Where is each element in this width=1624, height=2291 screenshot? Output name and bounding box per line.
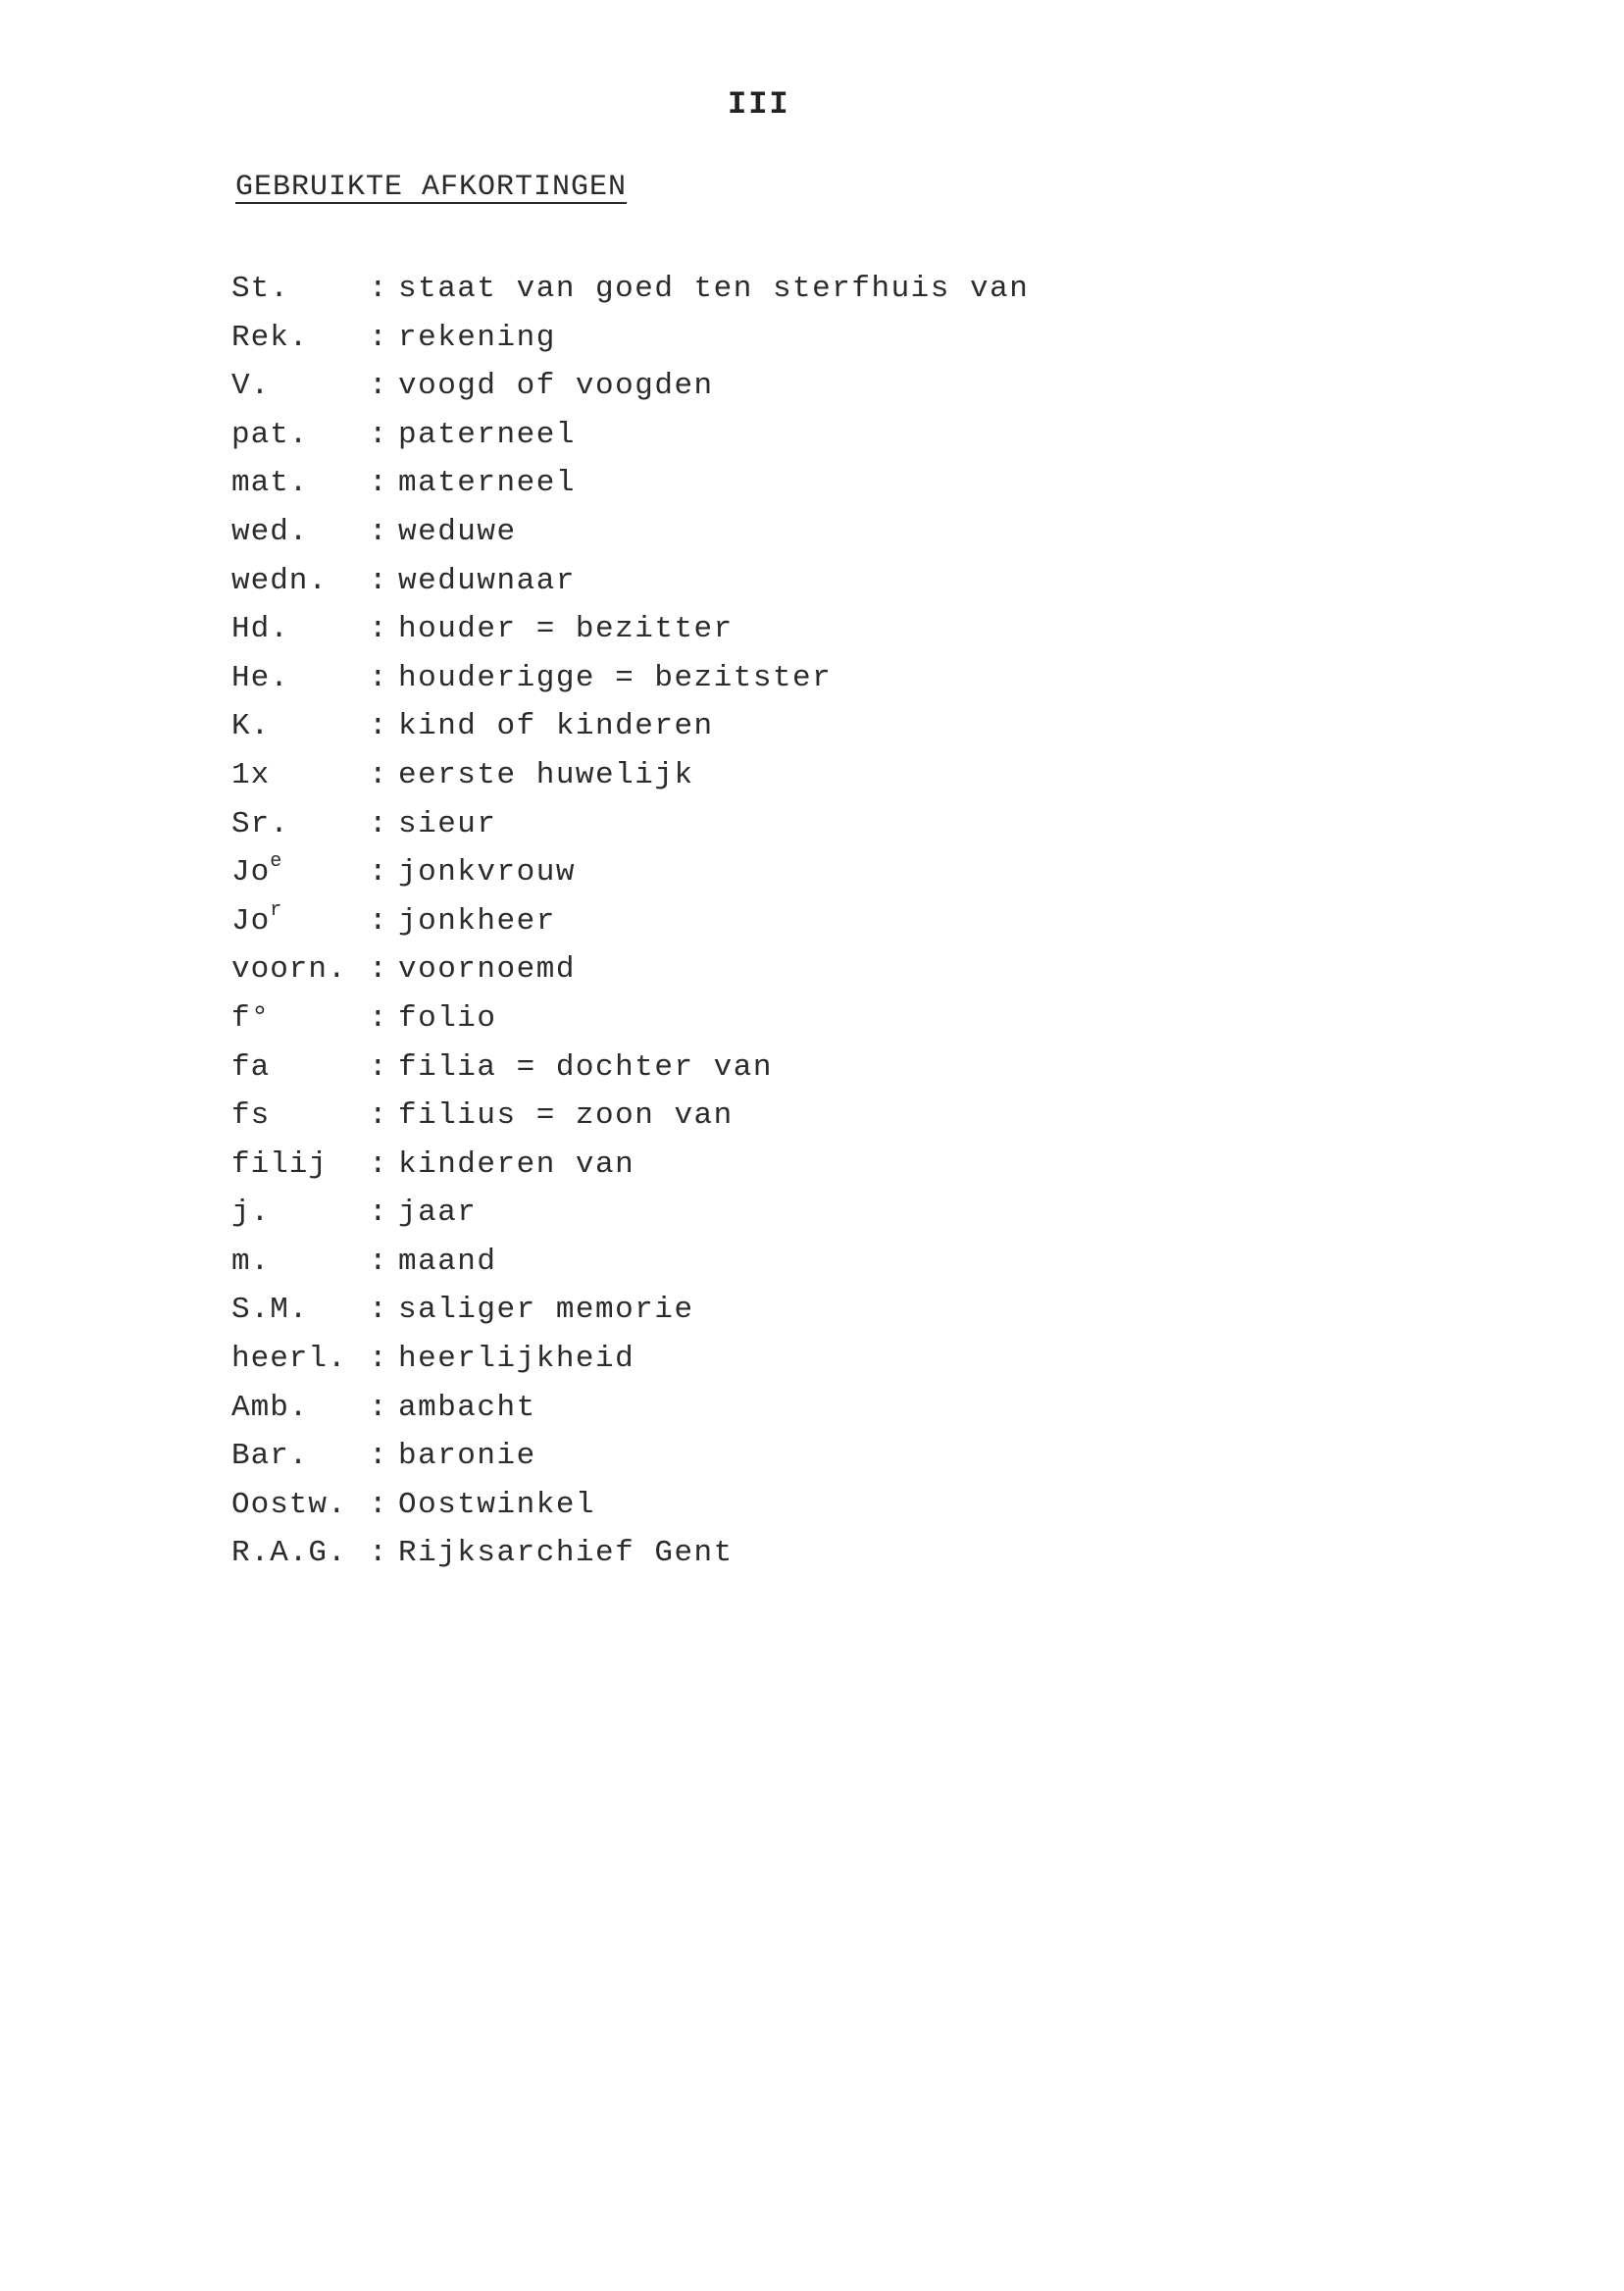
abbreviation-row xyxy=(231,411,1029,460)
abbreviation-text: filij xyxy=(231,1146,329,1182)
abbreviation-meaning: houder = bezitter xyxy=(398,612,734,647)
abbreviation-row xyxy=(231,654,1029,703)
separator-colon: : xyxy=(369,1390,387,1425)
abbreviation-text: K. xyxy=(231,709,271,744)
abbreviation-row xyxy=(231,1481,1029,1530)
separator-colon: : xyxy=(369,1536,387,1571)
abbreviation-term xyxy=(231,265,369,314)
abbreviation-text: wed. xyxy=(231,514,309,549)
abbreviation-meaning: kind of kinderen xyxy=(398,709,714,744)
abbreviation-term xyxy=(231,1335,369,1384)
abbreviation-meaning: Oostwinkel xyxy=(398,1487,596,1522)
abbreviation-row xyxy=(231,994,1029,1044)
abbreviation-meaning: houderigge = bezitster xyxy=(398,660,833,695)
abbreviation-text: Bar. xyxy=(231,1439,309,1474)
abbreviation-text: heerl. xyxy=(231,1342,347,1377)
abbreviation-row xyxy=(231,1189,1029,1238)
page-heading: GEBRUIKTE AFKORTINGEN xyxy=(235,171,628,204)
abbreviation-meaning: paterneel xyxy=(398,417,576,452)
separator-colon: : xyxy=(369,320,387,355)
abbreviation-row xyxy=(231,1092,1029,1141)
separator-colon: : xyxy=(369,514,387,549)
abbreviation-meaning: rekening xyxy=(398,320,556,355)
abbreviation-meaning: voogd of voogden xyxy=(398,369,714,404)
abbreviation-row xyxy=(231,1384,1029,1433)
separator-colon: : xyxy=(369,1049,387,1085)
separator-colon: : xyxy=(369,466,387,501)
abbreviation-row xyxy=(231,1141,1029,1190)
abbreviation-term xyxy=(231,459,369,508)
abbreviation-meaning: weduwnaar xyxy=(398,563,576,598)
separator-colon: : xyxy=(369,1196,387,1231)
abbreviation-meaning: jonkheer xyxy=(398,903,556,939)
abbreviation-term xyxy=(231,1189,369,1238)
abbreviation-term xyxy=(231,1432,369,1481)
abbreviation-term xyxy=(231,314,369,363)
abbreviation-row xyxy=(231,1044,1029,1093)
abbreviation-term xyxy=(231,1384,369,1433)
abbreviation-term xyxy=(231,1286,369,1335)
abbreviation-meaning: saliger memorie xyxy=(398,1293,694,1328)
abbreviation-text: Hd. xyxy=(231,612,289,647)
abbreviation-meaning: kinderen van xyxy=(398,1146,635,1182)
abbreviation-text: R.A.G. xyxy=(231,1536,347,1571)
separator-colon: : xyxy=(369,903,387,939)
abbreviation-meaning: jaar xyxy=(398,1196,478,1231)
separator-colon: : xyxy=(369,1487,387,1522)
abbreviation-meaning: folio xyxy=(398,1000,497,1036)
abbreviation-row xyxy=(231,751,1029,800)
abbreviation-text: m. xyxy=(231,1244,271,1279)
separator-colon: : xyxy=(369,272,387,306)
abbreviation-meaning: maand xyxy=(398,1244,497,1279)
abbreviation-text: S.M. xyxy=(231,1293,309,1328)
abbreviation-meaning: eerste huwelijk xyxy=(398,757,694,792)
abbreviation-term xyxy=(231,800,369,849)
separator-colon: : xyxy=(369,1098,387,1134)
abbreviation-text: pat. xyxy=(231,417,309,452)
abbreviation-term xyxy=(231,897,369,946)
separator-colon: : xyxy=(369,417,387,452)
page-number: III xyxy=(728,86,790,123)
abbreviation-row xyxy=(231,702,1029,751)
abbreviation-term xyxy=(231,848,369,897)
abbreviation-term xyxy=(231,1238,369,1287)
abbreviation-meaning: Rijksarchief Gent xyxy=(398,1536,734,1571)
abbreviation-row xyxy=(231,1529,1029,1578)
abbreviation-text: wedn. xyxy=(231,563,329,598)
separator-colon: : xyxy=(369,369,387,404)
abbreviation-superscript: r xyxy=(270,898,283,922)
abbreviation-text: Rek. xyxy=(231,320,309,355)
abbreviation-text: St. xyxy=(231,272,289,306)
separator-colon: : xyxy=(369,1000,387,1036)
separator-colon: : xyxy=(369,757,387,792)
abbreviation-row xyxy=(231,800,1029,849)
abbreviation-row xyxy=(231,362,1029,411)
separator-colon: : xyxy=(369,709,387,744)
abbreviation-meaning: voornoemd xyxy=(398,952,576,988)
abbreviation-text: fa xyxy=(231,1049,271,1085)
abbreviation-text: Oostw. xyxy=(231,1487,347,1522)
abbreviation-row xyxy=(231,1286,1029,1335)
abbreviation-row xyxy=(231,265,1029,314)
abbreviation-text: voorn. xyxy=(231,952,347,988)
abbreviation-term xyxy=(231,557,369,606)
abbreviation-text: V. xyxy=(231,369,271,404)
abbreviation-row xyxy=(231,459,1029,508)
abbreviation-text: Amb. xyxy=(231,1390,309,1425)
abbreviation-meaning: filius = zoon van xyxy=(398,1098,734,1134)
abbreviation-list xyxy=(231,265,1029,1578)
separator-colon: : xyxy=(369,806,387,841)
abbreviation-row xyxy=(231,508,1029,557)
abbreviation-meaning: baronie xyxy=(398,1439,536,1474)
abbreviation-meaning: staat van goed ten sterfhuis van xyxy=(398,272,1030,306)
separator-colon: : xyxy=(369,563,387,598)
abbreviation-term xyxy=(231,605,369,654)
abbreviation-meaning: weduwe xyxy=(398,514,517,549)
abbreviation-term xyxy=(231,1092,369,1141)
abbreviation-row xyxy=(231,1238,1029,1287)
abbreviation-text: f° xyxy=(231,1000,271,1036)
abbreviation-term xyxy=(231,751,369,800)
abbreviation-term xyxy=(231,1529,369,1578)
separator-colon: : xyxy=(369,855,387,891)
abbreviation-meaning: jonkvrouw xyxy=(398,855,576,891)
abbreviation-row xyxy=(231,1335,1029,1384)
separator-colon: : xyxy=(369,1439,387,1474)
abbreviation-row xyxy=(231,897,1029,946)
abbreviation-term xyxy=(231,1044,369,1093)
abbreviation-term xyxy=(231,702,369,751)
abbreviation-meaning: ambacht xyxy=(398,1390,536,1425)
abbreviation-row xyxy=(231,1432,1029,1481)
abbreviation-text: He. xyxy=(231,660,289,695)
abbreviation-term xyxy=(231,945,369,994)
separator-colon: : xyxy=(369,1146,387,1182)
abbreviation-text: fs xyxy=(231,1098,271,1134)
abbreviation-text: Sr. xyxy=(231,806,289,841)
separator-colon: : xyxy=(369,952,387,988)
abbreviation-text: Jo xyxy=(231,855,271,891)
separator-colon: : xyxy=(369,612,387,647)
abbreviation-term xyxy=(231,411,369,460)
abbreviation-text: j. xyxy=(231,1196,271,1231)
separator-colon: : xyxy=(369,660,387,695)
separator-colon: : xyxy=(369,1342,387,1377)
abbreviation-term xyxy=(231,654,369,703)
abbreviation-superscript: e xyxy=(270,850,283,874)
abbreviation-text: 1x xyxy=(231,757,271,792)
abbreviation-term xyxy=(231,508,369,557)
abbreviation-meaning: sieur xyxy=(398,806,497,841)
separator-colon: : xyxy=(369,1293,387,1328)
abbreviation-meaning: filia = dochter van xyxy=(398,1049,773,1085)
abbreviation-meaning: materneel xyxy=(398,466,576,501)
abbreviation-row xyxy=(231,605,1029,654)
abbreviation-text: Jo xyxy=(231,903,271,939)
separator-colon: : xyxy=(369,1244,387,1279)
abbreviation-row xyxy=(231,557,1029,606)
abbreviation-row xyxy=(231,945,1029,994)
abbreviation-term xyxy=(231,1481,369,1530)
abbreviation-term xyxy=(231,1141,369,1190)
abbreviation-row xyxy=(231,314,1029,363)
abbreviation-meaning: heerlijkheid xyxy=(398,1342,635,1377)
abbreviation-term xyxy=(231,362,369,411)
abbreviation-text: mat. xyxy=(231,466,309,501)
abbreviation-row xyxy=(231,848,1029,897)
abbreviation-term xyxy=(231,994,369,1044)
